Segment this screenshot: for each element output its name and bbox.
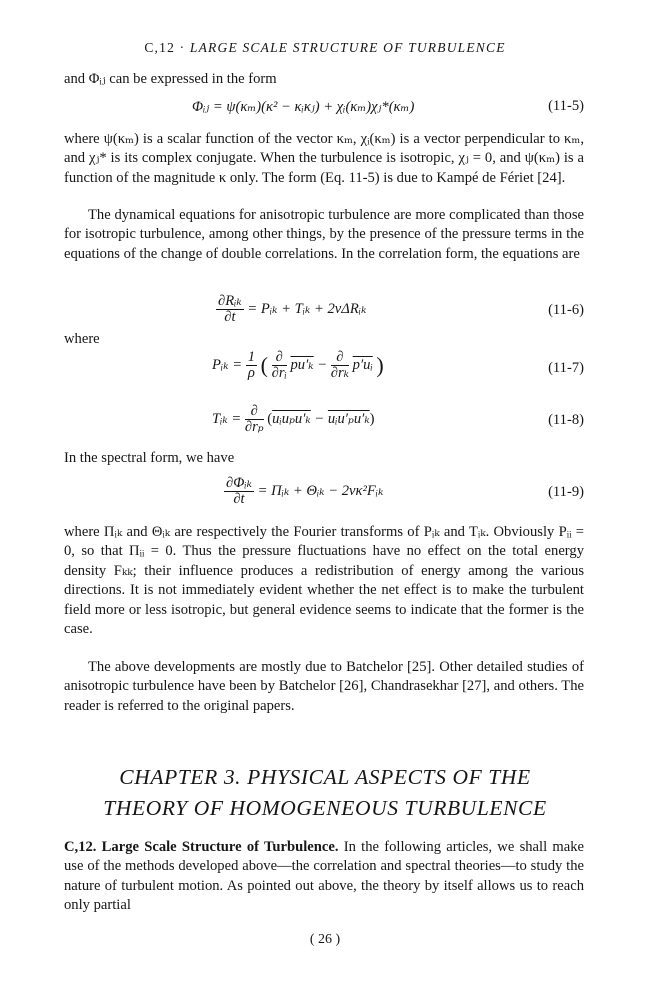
equation-number: (11-5): [548, 98, 584, 114]
equation-11-9: $\frac{\text{∂Φᵢₖ}}{\partial t}$ = Πᵢₖ + Θᵢₖ − 2νκ²Fᵢₖ (11-9): [226, 475, 584, 507]
equation-11-8: Tᵢₖ = $\frac{\partial}{\text{∂rₚ}}$ (uᵢuₚu′ₖ − uᵢu′ₚu′ₖ) (11-8): [212, 403, 584, 435]
intro-line: and Φᵢⱼ can be expressed in the form: [64, 71, 277, 87]
paragraph-dynamical: [64, 206, 584, 264]
chapter-title: [0, 762, 650, 824]
label-spectral: In the spectral form, we have: [64, 450, 235, 466]
paragraph-after-11-9: [64, 523, 584, 639]
paragraph-text: The above developments are mostly due to Batchelor [25]. Other detailed studies of anisotropic turbulence have been by Batchelor [26], Chandrasekhar [27], and others. The reader is referred to the original papers.: [64, 659, 584, 714]
chapter-title-line-2: THEORY OF HOMOGENEOUS TURBULENCE: [103, 796, 547, 820]
equation-number: (11-7): [548, 360, 584, 376]
equation-rhs: = Pᵢₖ + Tᵢₖ + 2νΔRᵢₖ: [247, 300, 367, 317]
running-head-separator: ·: [179, 40, 186, 55]
chapter-title-line-1: CHAPTER 3. PHYSICAL ASPECTS OF THE: [119, 765, 531, 789]
fraction: $\frac{\text{∂Rᵢₖ}}{\partial t}$: [218, 293, 242, 325]
paragraph-after-11-5: [64, 130, 584, 188]
equation-11-7: Pᵢₖ = $\frac{1}{\rho}$ ( $\frac{\partial}{\text{∂rᵢ}}$ pu′ₖ − $\frac{\partial}{\text{∂rₖ}}$ p′uᵢ ) (11-7): [212, 349, 584, 381]
equation-content: Φᵢⱼ = ψ(κₘ)(κ² − κᵢκⱼ) + χᵢ(κₘ)χⱼ*(κₘ): [192, 99, 415, 115]
paragraph-text: where Πᵢₖ and Θᵢₖ are respectively the Fourier transforms of Pᵢₖ and Tᵢₖ. Obviously Pᵢᵢ = 0, so that Πᵢᵢ = 0. Thus the pressure fluctuations have no effect on the total energy density Fₖₖ; their influence produces a redistribution of energy among the various directions. It is not immediately evident whether the net effect is to make the turbulent field more or less isotropic, but general evidence seems to indicate that the former is the case.: [64, 524, 584, 638]
equation-11-5: [64, 98, 584, 122]
running-head-section: C,12: [144, 40, 176, 55]
page-number: ( 26 ): [309, 932, 341, 947]
section-c12: [64, 838, 584, 916]
paragraph-text: The dynamical equations for anisotropic turbulence are more complicated than those for isotropic turbulence, among other things, by the presence of the pressure terms in the equations of the change of double correlations. In the correlation form, the equations are: [64, 207, 584, 262]
equation-number: (11-6): [548, 302, 584, 318]
label-where: where: [64, 331, 100, 347]
equation-rhs: = Πᵢₖ + Θᵢₖ − 2νκ²Fᵢₖ: [257, 482, 384, 499]
equation-number: (11-9): [548, 484, 584, 500]
section-heading: C,12. Large Scale Structure of Turbulence.: [64, 839, 339, 855]
section-body: In the following articles, we shall make use of the methods developed above—the correlation and spectral theories—to study the nature of turbulent motion. As pointed out above, the theory by itself allows us to reach only partial: [64, 839, 584, 914]
paragraph-batchelor: [64, 658, 584, 716]
paragraph-text: where ψ(κₘ) is a scalar function of the vector κₘ, χᵢ(κₘ) is a vector perpendicular to κₘ, and χⱼ* is its complex conjugate. When the turbulence is isotropic, χⱼ = 0, and ψ(κₘ) is a function of the magnitude κ only. The form (Eq. 11-5) is due to Kampé de Fériet [24].: [64, 131, 584, 186]
running-head: [0, 40, 650, 56]
equation-11-6: [64, 294, 584, 330]
running-head-title: LARGE SCALE STRUCTURE OF TURBULENCE: [189, 40, 506, 55]
equation-number: (11-8): [548, 412, 584, 428]
